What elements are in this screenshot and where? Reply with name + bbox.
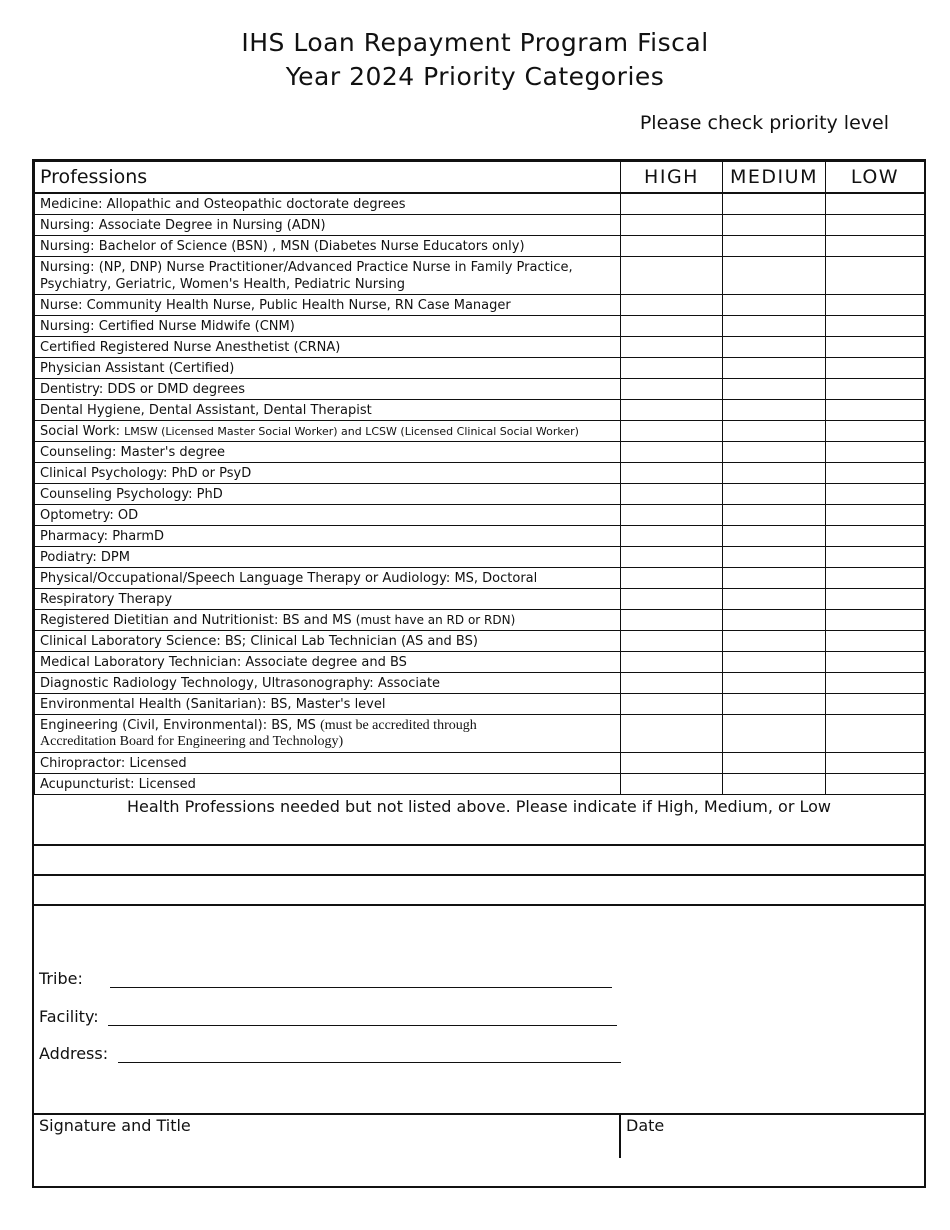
low-checkbox[interactable] (826, 400, 925, 421)
table-row (35, 337, 925, 358)
high-checkbox[interactable] (621, 610, 723, 631)
signature-row (34, 1115, 924, 1158)
contact-info-section (34, 906, 924, 1115)
low-checkbox[interactable] (826, 673, 925, 694)
table-row (35, 379, 925, 400)
signature-label: Signature and Title (39, 1116, 191, 1135)
table-row (35, 774, 925, 795)
high-checkbox[interactable] (621, 505, 723, 526)
medium-header: MEDIUM (723, 162, 826, 194)
low-checkbox[interactable] (826, 631, 925, 652)
high-checkbox[interactable] (621, 463, 723, 484)
low-checkbox[interactable] (826, 753, 925, 774)
table-row (35, 421, 925, 442)
medium-checkbox[interactable] (723, 236, 826, 257)
high-checkbox[interactable] (621, 257, 723, 295)
profession-label: Physician Assistant (Certified) (35, 358, 621, 379)
profession-label-detail: (must be accredited through (320, 717, 477, 733)
profession-label: Nursing: Certified Nurse Midwife (CNM) (35, 316, 621, 337)
medium-checkbox[interactable] (723, 652, 826, 673)
table-row (35, 715, 925, 753)
table-row (35, 463, 925, 484)
high-checkbox[interactable] (621, 400, 723, 421)
instruction-text: Please check priority level (639, 112, 889, 134)
medium-checkbox[interactable] (723, 442, 826, 463)
medium-checkbox[interactable] (723, 484, 826, 505)
medium-checkbox[interactable] (723, 568, 826, 589)
low-checkbox[interactable] (826, 193, 925, 215)
high-checkbox[interactable] (621, 673, 723, 694)
profession-label: Counseling Psychology: PhD (35, 484, 621, 505)
high-checkbox[interactable] (621, 215, 723, 236)
low-checkbox[interactable] (826, 463, 925, 484)
profession-label-line-2: Accreditation Board for Engineering and Technology) (40, 733, 344, 749)
address-row (39, 1044, 621, 1063)
medium-checkbox[interactable] (723, 421, 826, 442)
low-checkbox[interactable] (826, 295, 925, 316)
high-checkbox[interactable] (621, 694, 723, 715)
high-checkbox[interactable] (621, 715, 723, 753)
high-checkbox[interactable] (621, 236, 723, 257)
low-checkbox[interactable] (826, 358, 925, 379)
profession-label-line-2: Psychiatry, Geriatric, Women's Health, Pediatric Nursing (40, 276, 406, 292)
profession-label (35, 421, 621, 442)
table-row (35, 316, 925, 337)
other-profession-entry-1[interactable] (34, 846, 924, 876)
profession-label-main: Engineering (Civil, Environmental): BS, MS (40, 717, 316, 733)
signature-field[interactable] (34, 1115, 621, 1158)
table-row (35, 257, 925, 295)
table-row (35, 589, 925, 610)
low-checkbox[interactable] (826, 715, 925, 753)
other-profession-entry-2[interactable] (34, 876, 924, 906)
high-checkbox[interactable] (621, 774, 723, 795)
high-checkbox[interactable] (621, 526, 723, 547)
low-checkbox[interactable] (826, 547, 925, 568)
table-row (35, 631, 925, 652)
low-checkbox[interactable] (826, 442, 925, 463)
priority-table (34, 161, 925, 795)
low-checkbox[interactable] (826, 694, 925, 715)
table-row (35, 358, 925, 379)
low-checkbox[interactable] (826, 589, 925, 610)
profession-label: Medicine: Allopathic and Osteopathic doctorate degrees (35, 193, 621, 215)
profession-label: Chiropractor: Licensed (35, 753, 621, 774)
low-checkbox[interactable] (826, 215, 925, 236)
professions-header: Professions (35, 162, 621, 194)
profession-label: Clinical Laboratory Science: BS; Clinical Lab Technician (AS and BS) (35, 631, 621, 652)
profession-label: Certified Registered Nurse Anesthetist (CRNA) (35, 337, 621, 358)
profession-label-line-1 (40, 718, 620, 734)
facility-label: Facility: (39, 1007, 99, 1026)
table-row (35, 673, 925, 694)
facility-row (39, 1007, 617, 1026)
high-checkbox[interactable] (621, 316, 723, 337)
high-checkbox[interactable] (621, 568, 723, 589)
title-line-1: IHS Loan Repayment Program Fiscal (241, 28, 709, 57)
low-checkbox[interactable] (826, 505, 925, 526)
profession-label (35, 257, 621, 295)
profession-label: Counseling: Master's degree (35, 442, 621, 463)
medium-checkbox[interactable] (723, 379, 826, 400)
priority-form (32, 159, 926, 1188)
medium-checkbox[interactable] (723, 694, 826, 715)
low-checkbox[interactable] (826, 652, 925, 673)
profession-label: Nurse: Community Health Nurse, Public Health Nurse, RN Case Manager (35, 295, 621, 316)
profession-label: Nursing: Associate Degree in Nursing (ADN) (35, 215, 621, 236)
profession-label: Respiratory Therapy (35, 589, 621, 610)
medium-checkbox[interactable] (723, 610, 826, 631)
table-row (35, 442, 925, 463)
medium-checkbox[interactable] (723, 337, 826, 358)
table-row (35, 193, 925, 215)
date-label: Date (626, 1116, 665, 1135)
low-checkbox[interactable] (826, 257, 925, 295)
medium-checkbox[interactable] (723, 753, 826, 774)
table-row (35, 568, 925, 589)
low-checkbox[interactable] (826, 774, 925, 795)
table-row (35, 236, 925, 257)
profession-label: Medical Laboratory Technician: Associate degree and BS (35, 652, 621, 673)
high-checkbox[interactable] (621, 295, 723, 316)
low-checkbox[interactable] (826, 421, 925, 442)
high-checkbox[interactable] (621, 484, 723, 505)
medium-checkbox[interactable] (723, 316, 826, 337)
low-checkbox[interactable] (826, 316, 925, 337)
high-checkbox[interactable] (621, 631, 723, 652)
low-checkbox[interactable] (826, 610, 925, 631)
address-label: Address: (39, 1044, 109, 1063)
table-row (35, 484, 925, 505)
high-checkbox[interactable] (621, 337, 723, 358)
profession-label-main: Registered Dietitian and Nutritionist: BS and MS (40, 612, 352, 628)
table-row (35, 694, 925, 715)
high-checkbox[interactable] (621, 358, 723, 379)
profession-label: Dentistry: DDS or DMD degrees (35, 379, 621, 400)
high-header: HIGH (621, 162, 723, 194)
table-row (35, 652, 925, 673)
profession-label-line-1: Nursing: (NP, DNP) Nurse Practitioner/Advanced Practice Nurse in Family Practice, (40, 259, 573, 275)
tribe-row (39, 969, 612, 988)
high-checkbox[interactable] (621, 547, 723, 568)
profession-label (35, 715, 621, 753)
other-professions-note: Health Professions needed but not listed above. Please indicate if High, Medium, or Low (34, 795, 924, 846)
facility-input[interactable] (108, 1007, 617, 1026)
medium-checkbox[interactable] (723, 215, 826, 236)
high-checkbox[interactable] (621, 193, 723, 215)
address-input[interactable] (118, 1044, 621, 1063)
profession-label: Acupuncturist: Licensed (35, 774, 621, 795)
high-checkbox[interactable] (621, 442, 723, 463)
table-row (35, 400, 925, 421)
table-row (35, 505, 925, 526)
table-row (35, 526, 925, 547)
high-checkbox[interactable] (621, 589, 723, 610)
profession-label: Optometry: OD (35, 505, 621, 526)
table-row (35, 610, 925, 631)
medium-checkbox[interactable] (723, 631, 826, 652)
profession-label: Pharmacy: PharmD (35, 526, 621, 547)
profession-label: Nursing: Bachelor of Science (BSN) , MSN (Diabetes Nurse Educators only) (35, 236, 621, 257)
profession-label-main: Social Work: (40, 423, 120, 439)
profession-label: Physical/Occupational/Speech Language Therapy or Audiology: MS, Doctoral (35, 568, 621, 589)
high-checkbox[interactable] (621, 652, 723, 673)
low-header: LOW (826, 162, 925, 194)
high-checkbox[interactable] (621, 753, 723, 774)
title-line-2: Year 2024 Priority Categories (285, 62, 665, 91)
low-checkbox[interactable] (826, 236, 925, 257)
medium-checkbox[interactable] (723, 589, 826, 610)
form-title (0, 26, 950, 94)
medium-checkbox[interactable] (723, 257, 826, 295)
profession-label-detail: (must have an RD or RDN) (355, 612, 516, 627)
medium-checkbox[interactable] (723, 547, 826, 568)
medium-checkbox[interactable] (723, 358, 826, 379)
medium-checkbox[interactable] (723, 295, 826, 316)
profession-label: Environmental Health (Sanitarian): BS, Master's level (35, 694, 621, 715)
profession-label-detail: LMSW (Licensed Master Social Worker) and LCSW (Licensed Clinical Social Worker) (124, 424, 579, 438)
high-checkbox[interactable] (621, 421, 723, 442)
table-row (35, 215, 925, 236)
low-checkbox[interactable] (826, 526, 925, 547)
profession-label: Diagnostic Radiology Technology, Ultrasonography: Associate (35, 673, 621, 694)
medium-checkbox[interactable] (723, 505, 826, 526)
medium-checkbox[interactable] (723, 400, 826, 421)
high-checkbox[interactable] (621, 379, 723, 400)
medium-checkbox[interactable] (723, 715, 826, 753)
profession-label: Clinical Psychology: PhD or PsyD (35, 463, 621, 484)
low-checkbox[interactable] (826, 568, 925, 589)
profession-label (35, 610, 621, 631)
profession-label: Dental Hygiene, Dental Assistant, Dental Therapist (35, 400, 621, 421)
medium-checkbox[interactable] (723, 526, 826, 547)
medium-checkbox[interactable] (723, 673, 826, 694)
low-checkbox[interactable] (826, 379, 925, 400)
table-row (35, 753, 925, 774)
table-header (35, 162, 925, 194)
table-row (35, 295, 925, 316)
profession-label: Podiatry: DPM (35, 547, 621, 568)
table-row (35, 547, 925, 568)
medium-checkbox[interactable] (723, 774, 826, 795)
tribe-label: Tribe: (39, 969, 83, 988)
medium-checkbox[interactable] (723, 463, 826, 484)
tribe-input[interactable] (110, 969, 612, 988)
date-field[interactable] (621, 1115, 924, 1158)
medium-checkbox[interactable] (723, 193, 826, 215)
low-checkbox[interactable] (826, 484, 925, 505)
low-checkbox[interactable] (826, 337, 925, 358)
